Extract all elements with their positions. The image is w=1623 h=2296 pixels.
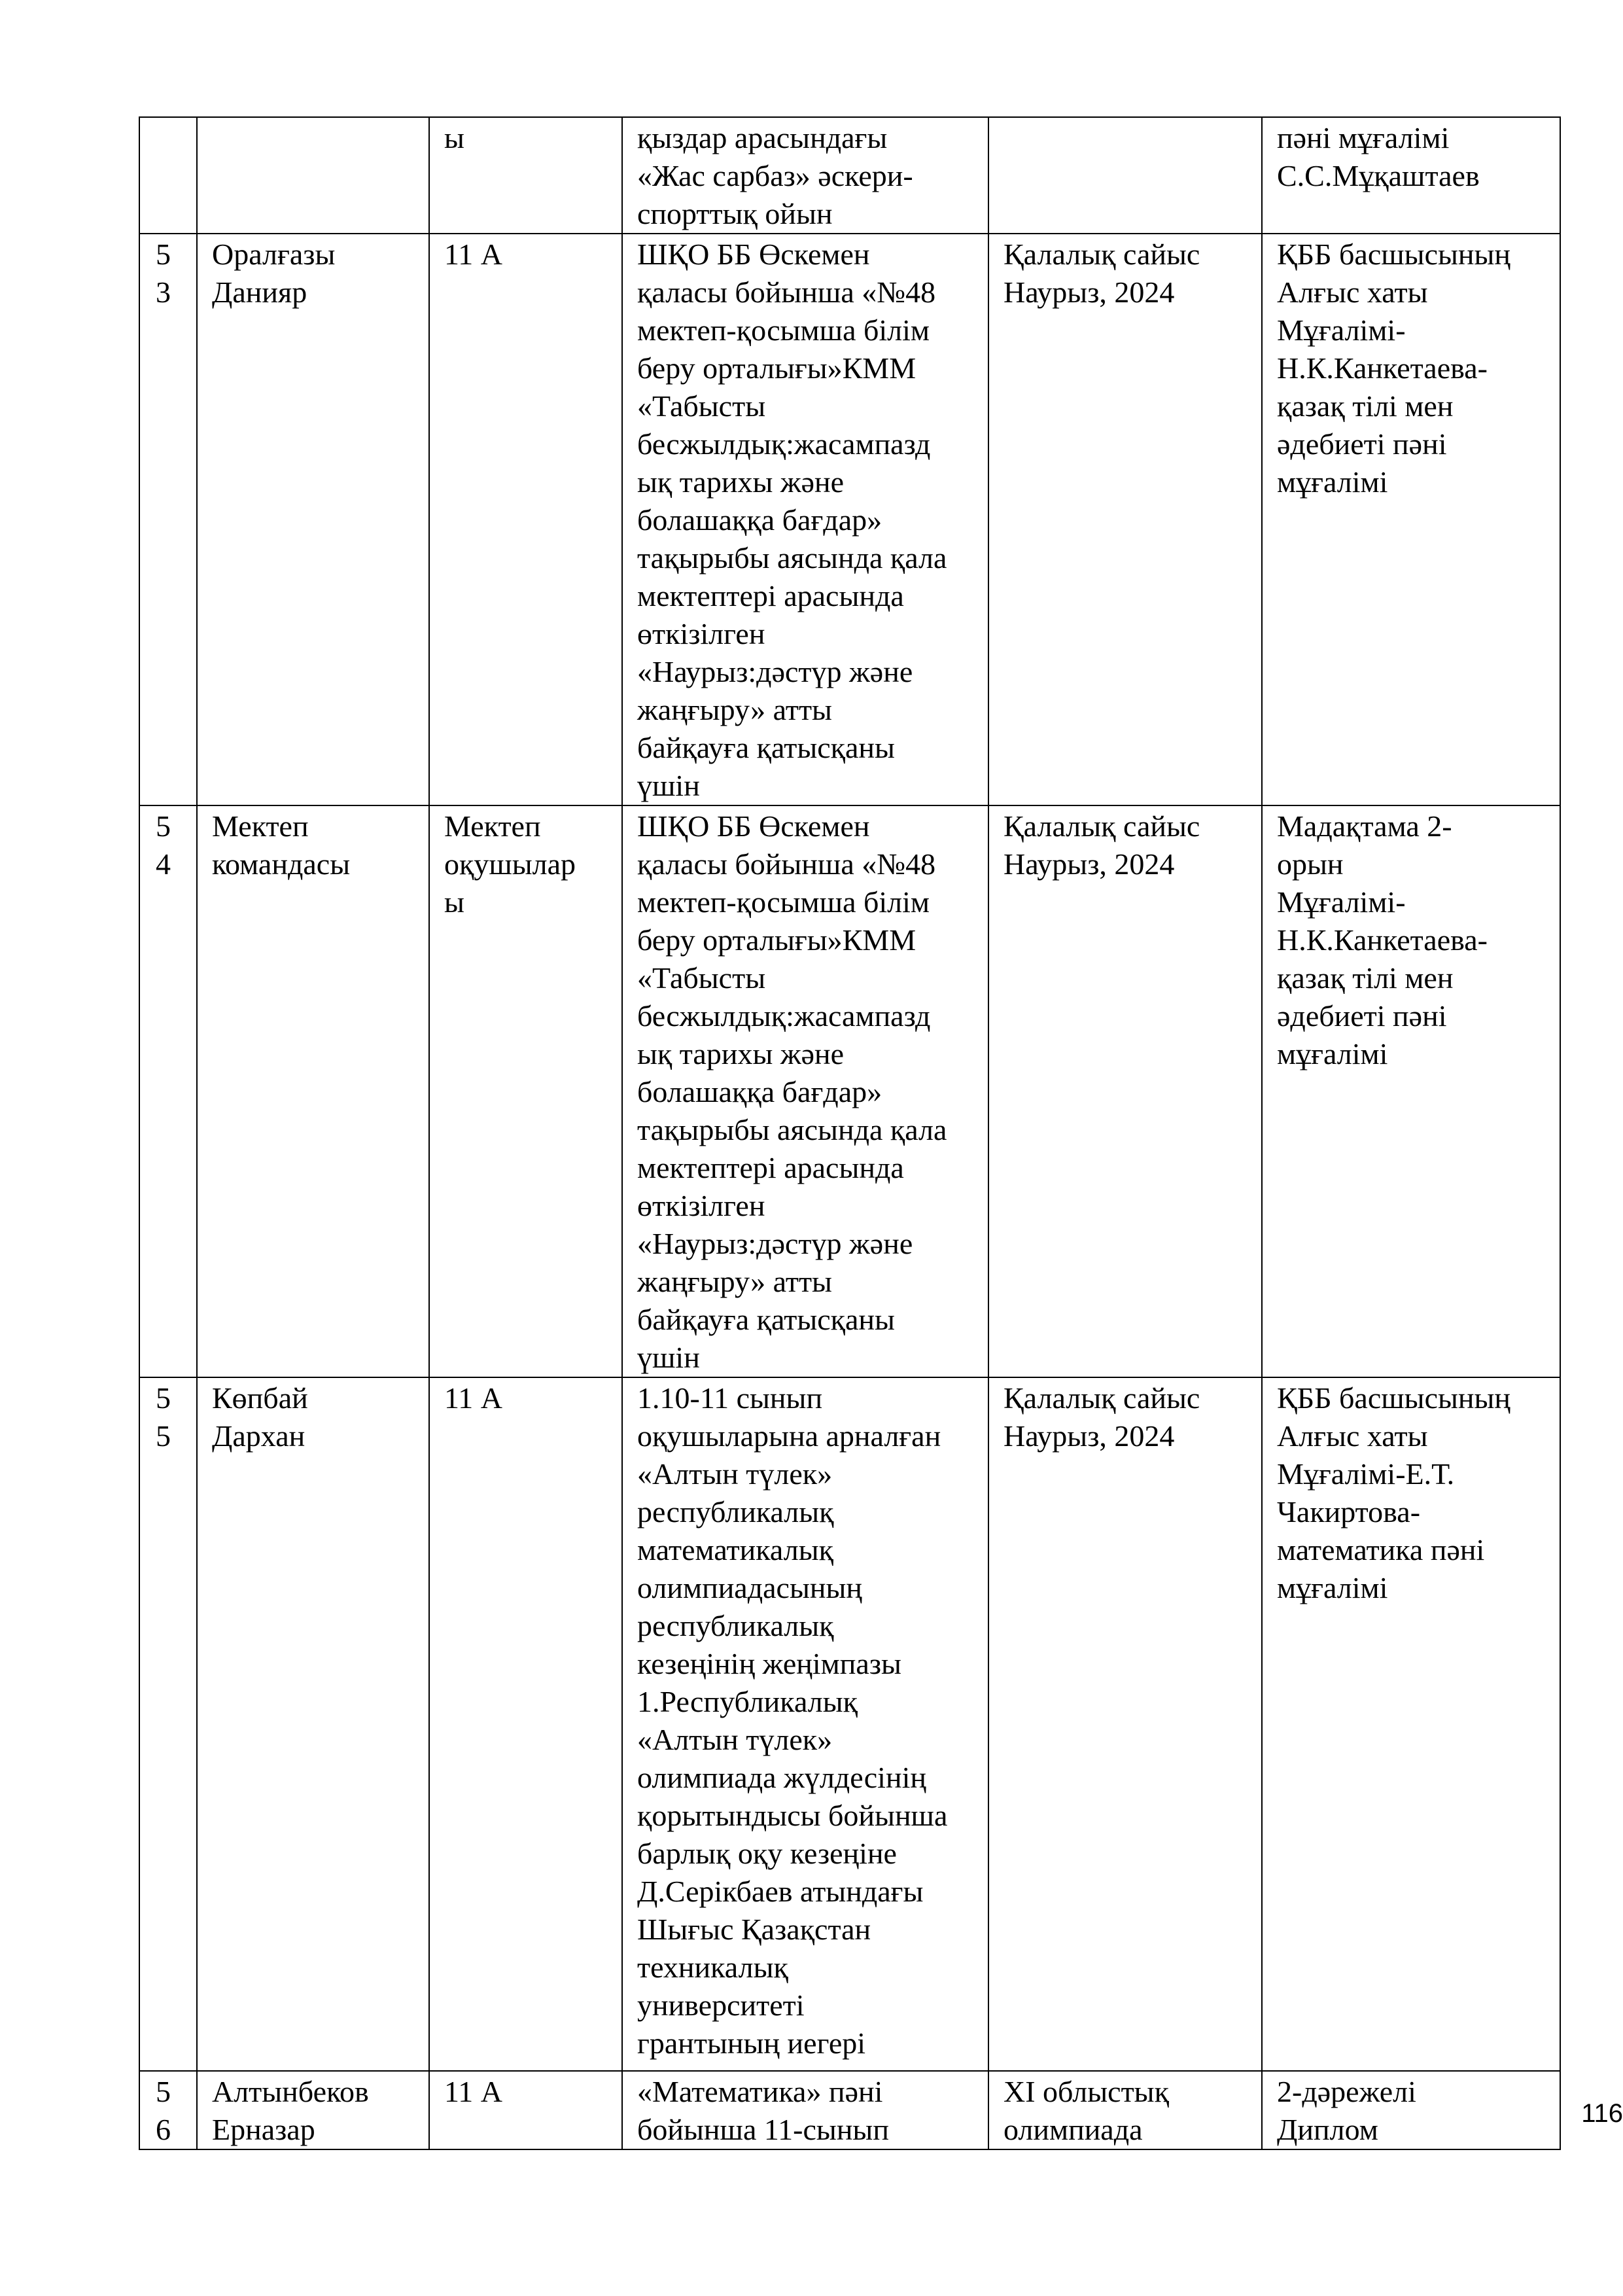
- class-cell: 11 А: [429, 2071, 622, 2149]
- row-number-cell: 5 4: [139, 805, 197, 1377]
- awards-table: [139, 116, 1561, 2150]
- event-description-cell: ШҚО ББ Өскемен қаласы бойынша «№48 мектеп-қосымша білім беру орталығы»КММ «Табысты бесжылдық:жасампазд ық тарихы және болашаққа бағдар» тақырыбы аясында қала мектептері арасында өткізілген «Наурыз:дәстүр және жаңғыру» атты байқауға қатысқаны үшін: [622, 234, 988, 805]
- student-name-cell: Алтынбеков Ерназар: [197, 2071, 429, 2149]
- result-cell: пәні мұғалімі С.С.Мұқаштаев: [1262, 117, 1560, 234]
- event-level-cell: Қалалық сайыс Наурыз, 2024: [988, 234, 1262, 805]
- table-row: [139, 805, 1560, 1377]
- class-cell: 11 А: [429, 1377, 622, 2071]
- student-name-cell: [197, 117, 429, 234]
- event-level-cell: XI облыстық олимпиада: [988, 2071, 1262, 2149]
- student-name-cell: Оралғазы Данияр: [197, 234, 429, 805]
- row-number-cell: 5 3: [139, 234, 197, 805]
- result-cell: ҚББ басшысының Алғыс хаты Мұғалімі- Н.К.Канкетаева- қазақ тілі мен әдебиеті пәні мұғалімі: [1262, 234, 1560, 805]
- page-number: 116: [1581, 2099, 1623, 2128]
- event-description-cell: 1.10-11 сынып оқушыларына арналған «Алтын түлек» республикалық математикалық олимпиадасының республикалық кезеңінің жеңімпазы 1.Республикалық «Алтын түлек» олимпиада жүлдесінің қорытындысы бойынша барлық оқу кезеңіне Д.Серікбаев атындағы Шығыс Қазақстан техникалық университеті грантының иегері: [622, 1377, 988, 2071]
- table-row: [139, 1377, 1560, 2071]
- table-row: [139, 234, 1560, 805]
- event-level-cell: Қалалық сайыс Наурыз, 2024: [988, 805, 1262, 1377]
- student-name-cell: Көпбай Дархан: [197, 1377, 429, 2071]
- result-cell: Мадақтама 2- орын Мұғалімі- Н.К.Канкетаева- қазақ тілі мен әдебиеті пәні мұғалімі: [1262, 805, 1560, 1377]
- event-description-cell: ШҚО ББ Өскемен қаласы бойынша «№48 мектеп-қосымша білім беру орталығы»КММ «Табысты бесжылдық:жасампазд ық тарихы және болашаққа бағдар» тақырыбы аясында қала мектептері арасында өткізілген «Наурыз:дәстүр және жаңғыру» атты байқауға қатысқаны үшін: [622, 805, 988, 1377]
- row-number-cell: 5 5: [139, 1377, 197, 2071]
- row-number-cell: [139, 117, 197, 234]
- event-description-cell: «Математика» пәні бойынша 11-сынып: [622, 2071, 988, 2149]
- result-cell: 2-дәрежелі Диплом: [1262, 2071, 1560, 2149]
- table-row: [139, 117, 1560, 234]
- class-cell: Мектеп оқушылар ы: [429, 805, 622, 1377]
- class-cell: ы: [429, 117, 622, 234]
- event-level-cell: Қалалық сайыс Наурыз, 2024: [988, 1377, 1262, 2071]
- class-cell: 11 А: [429, 234, 622, 805]
- event-description-cell: қыздар арасындағы «Жас сарбаз» әскери- спорттық ойын: [622, 117, 988, 234]
- event-level-cell: [988, 117, 1262, 234]
- result-cell: ҚББ басшысының Алғыс хаты Мұғалімі-Е.Т. Чакиртова- математика пәні мұғалімі: [1262, 1377, 1560, 2071]
- row-number-cell: 5 6: [139, 2071, 197, 2149]
- student-name-cell: Мектеп командасы: [197, 805, 429, 1377]
